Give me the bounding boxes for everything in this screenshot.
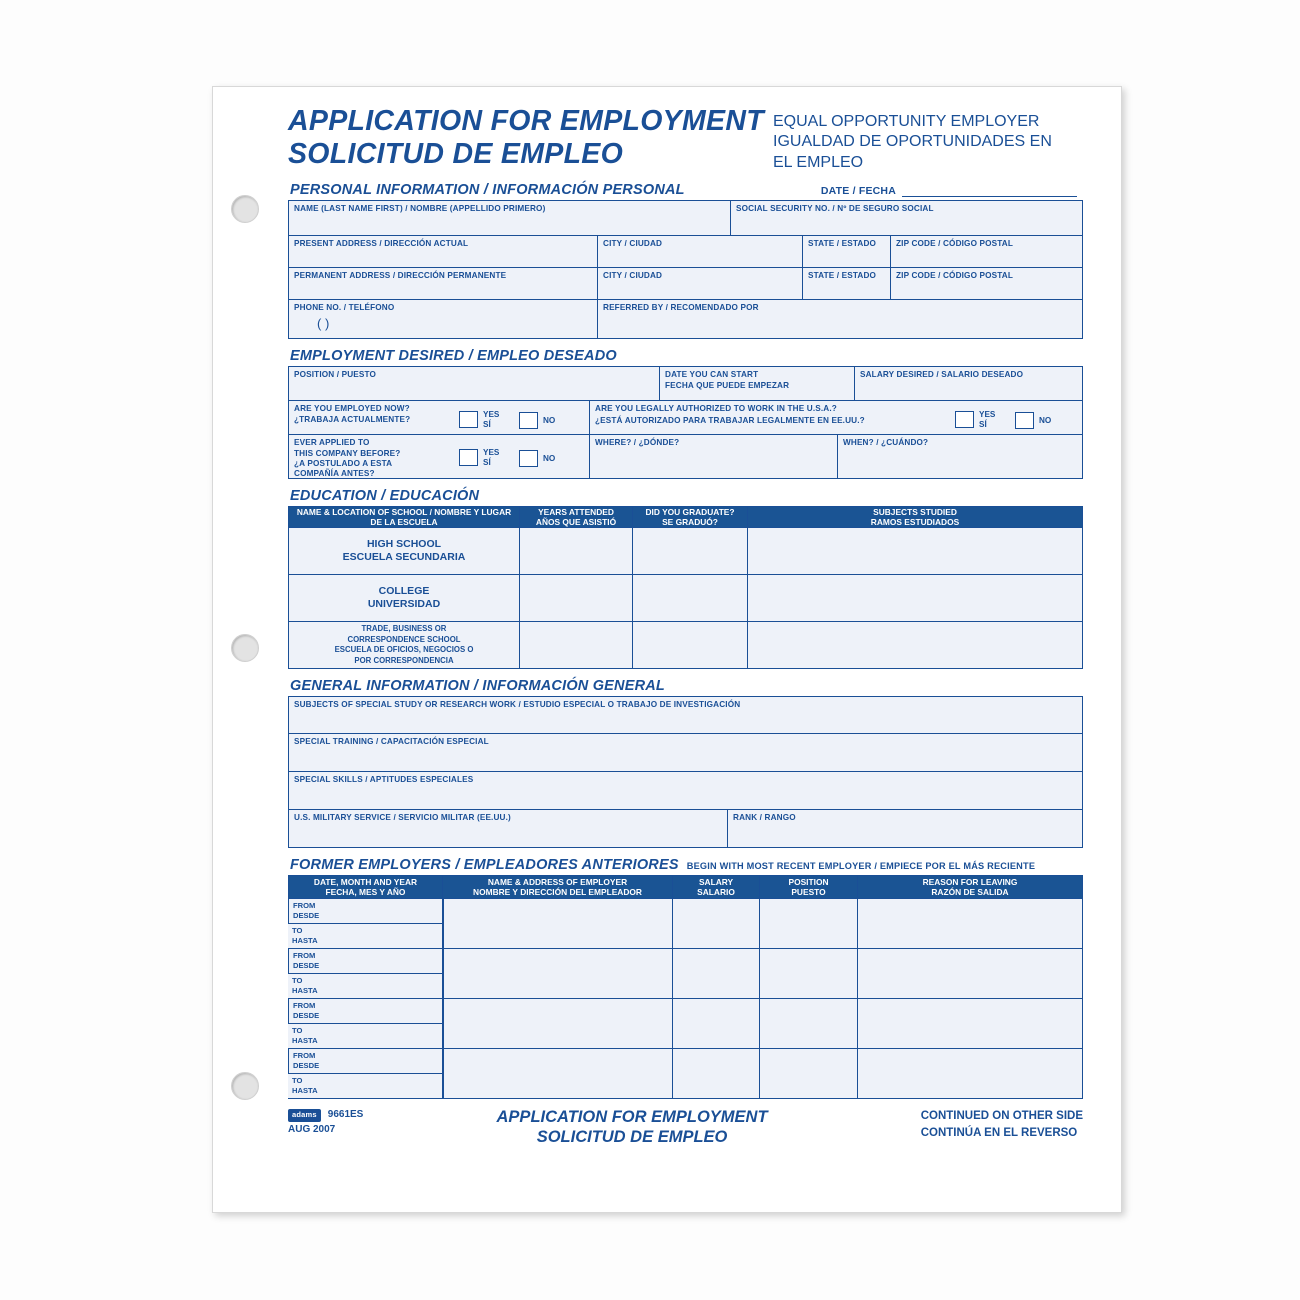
education-col-years-en: YEARS ATTENDED xyxy=(538,506,614,517)
former-employers-table xyxy=(288,875,1083,1099)
yes-en-text-3: YES xyxy=(483,448,500,458)
trade-subjects-field[interactable] xyxy=(748,622,1083,669)
continued-es: CONTINÚA EN EL REVERSO xyxy=(920,1126,1078,1139)
personal-information-heading-row xyxy=(288,173,1083,200)
punch-hole-middle xyxy=(231,634,259,662)
high-school-en: HIGH SCHOOL xyxy=(366,537,442,550)
education-col-years-text xyxy=(536,507,616,528)
title-english: APPLICATION FOR EMPLOYMENT xyxy=(288,105,764,137)
education-row-trade xyxy=(288,622,1083,669)
form-title-block xyxy=(288,107,764,170)
equal-opportunity-statement xyxy=(773,107,1083,173)
fe-col-employer xyxy=(443,875,673,899)
education-col-years-es: AÑOS QUE ASISTIÓ xyxy=(535,517,617,528)
fe1-to-en: TO xyxy=(292,926,303,936)
education-header-row xyxy=(288,506,1083,528)
adams-logo: adams xyxy=(288,1109,321,1122)
applied-before-line-1: EVER APPLIED TO xyxy=(294,438,370,448)
continued-en: CONTINUED ON OTHER SIDE xyxy=(920,1110,1083,1123)
former-employers-header-row xyxy=(288,875,1083,899)
position-field[interactable] xyxy=(288,366,660,401)
employed-now-yes-checkbox[interactable] xyxy=(459,411,478,428)
fe-col-reason xyxy=(858,875,1083,899)
rank-label: RANK / RANGO xyxy=(733,813,796,823)
employed-now-yes-group[interactable] xyxy=(459,410,499,429)
college-es: UNIVERSIDAD xyxy=(367,598,441,611)
college-en: COLLEGE xyxy=(378,584,430,597)
fe-col-reason-es: RAZÓN DE SALIDA xyxy=(931,887,1009,898)
fe4-salary-field[interactable] xyxy=(673,1049,760,1099)
fe2-to-es: HASTA xyxy=(292,985,318,995)
fe2-from-field[interactable] xyxy=(288,949,443,974)
education-col-subjects-es: RAMOS ESTUDIADOS xyxy=(870,517,960,528)
when-label: WHEN? / ¿CUÁNDO? xyxy=(843,438,929,448)
present-zip-label: ZIP CODE / CÓDIGO POSTAL xyxy=(896,239,1014,249)
date-code: AUG 2007 xyxy=(288,1123,336,1135)
college-subjects-field[interactable] xyxy=(748,575,1083,622)
special-skills-label: SPECIAL SKILLS / APTITUDES ESPECIALES xyxy=(294,775,474,785)
fe4-from-field[interactable] xyxy=(288,1049,443,1074)
special-study-field[interactable] xyxy=(288,696,1083,734)
yes-en-text: YES xyxy=(483,410,500,420)
present-state-label: STATE / ESTADO xyxy=(808,239,877,249)
high-school-es: ESCUELA SECUNDARIA xyxy=(342,551,466,564)
former-employer-row-2 xyxy=(288,949,1083,999)
section-heading-personal: PERSONAL INFORMATION / INFORMACIÓN PERSONAL xyxy=(290,182,685,199)
education-row-high-school xyxy=(288,528,1083,575)
special-skills-field[interactable] xyxy=(288,772,1083,810)
fe-col-employer-en: NAME & ADDRESS OF EMPLOYER xyxy=(487,876,628,887)
yes-es-text-3: SÍ xyxy=(483,457,491,467)
section-heading-general: GENERAL INFORMATION / INFORMACIÓN GENERAL xyxy=(290,678,665,695)
fe-col-position-es: PUESTO xyxy=(791,887,826,898)
permanent-zip-label: ZIP CODE / CÓDIGO POSTAL xyxy=(896,271,1014,281)
yes-es-text-2: SÍ xyxy=(979,419,987,429)
military-service-label: U.S. MILITARY SERVICE / SERVICIO MILITAR (EE.UU.) xyxy=(294,813,511,823)
former-employer-row-3 xyxy=(288,999,1083,1049)
authorized-no-checkbox[interactable] xyxy=(1015,412,1034,429)
ssn-field[interactable] xyxy=(731,200,1083,236)
yes-en-text-2: YES xyxy=(979,410,996,420)
footer-title-en: APPLICATION FOR EMPLOYMENT xyxy=(496,1108,768,1127)
form-footer xyxy=(288,1108,1083,1148)
high-school-years-field[interactable] xyxy=(520,528,633,575)
college-years-field[interactable] xyxy=(520,575,633,622)
applied-before-no-group[interactable] xyxy=(519,450,555,467)
phone-value: ( ) xyxy=(317,315,330,331)
education-row-label-trade xyxy=(288,622,520,669)
trade-en: TRADE, BUSINESS OR CORRESPONDENCE SCHOOL xyxy=(347,624,461,644)
start-date-label-es: FECHA QUE PUEDE EMPEZAR xyxy=(665,380,790,390)
fe4-position-field[interactable] xyxy=(760,1049,858,1099)
where-field[interactable] xyxy=(590,435,838,479)
footer-left-block xyxy=(288,1108,363,1137)
fe-col-reason-en: REASON FOR LEAVING xyxy=(922,876,1018,887)
fe-col-salary-es: SALARIO xyxy=(697,887,735,898)
education-col-graduate xyxy=(633,506,748,528)
trade-years-field[interactable] xyxy=(520,622,633,669)
date-label: DATE / FECHA xyxy=(820,185,896,198)
applied-before-line-3: ¿A POSTULADO A ESTA xyxy=(294,458,393,468)
eoe-line-2: IGUALDAD DE OPORTUNIDADES EN xyxy=(773,133,1052,151)
education-col-years xyxy=(520,506,633,528)
applied-before-line-4: COMPAÑÍA ANTES? xyxy=(294,469,375,479)
employed-now-no-group[interactable] xyxy=(519,412,555,429)
fe4-reason-field[interactable] xyxy=(858,1049,1083,1099)
fe2-to-en: TO xyxy=(292,976,303,986)
footer-title-es: SOLICITUD DE EMPLEO xyxy=(536,1128,728,1147)
section-heading-employment-desired: EMPLOYMENT DESIRED / EMPLEO DESEADO xyxy=(290,348,617,365)
eoe-line-3: EL EMPLEO xyxy=(773,153,864,171)
fe-col-position-en: POSITION xyxy=(788,876,829,887)
military-service-field[interactable] xyxy=(288,810,728,848)
salary-desired-field[interactable] xyxy=(855,366,1083,401)
former-employers-note: BEGIN WITH MOST RECENT EMPLOYER / EMPIECE POR EL MÁS RECIENTE xyxy=(686,861,1036,872)
applied-before-question xyxy=(288,435,590,479)
applied-before-no-label: NO xyxy=(543,454,556,464)
fe4-from-en: FROM xyxy=(293,1051,316,1061)
applied-before-line-2: THIS COMPANY BEFORE? xyxy=(294,448,401,458)
application-form-sheet xyxy=(212,86,1122,1213)
fe3-from-en: FROM xyxy=(293,1001,316,1011)
present-state-field[interactable] xyxy=(803,236,891,268)
fe3-to-field[interactable] xyxy=(288,1024,443,1049)
permanent-zip-field[interactable] xyxy=(891,268,1083,300)
fe-col-employer-es: NOMBRE Y DIRECCIÓN DEL EMPLEADOR xyxy=(473,887,642,898)
special-training-field[interactable] xyxy=(288,734,1083,772)
education-col-graduate-en: DID YOU GRADUATE? xyxy=(645,506,735,517)
college-graduate-field[interactable] xyxy=(633,575,748,622)
authorized-yes-label xyxy=(979,410,995,429)
employed-now-label-es: ¿TRABAJA ACTUALMENTE? xyxy=(294,414,411,424)
employed-now-no-label: NO xyxy=(543,416,556,426)
start-date-field[interactable] xyxy=(660,366,855,401)
brand-row xyxy=(288,1108,363,1123)
punch-hole-bottom xyxy=(231,1072,259,1100)
yes-es-text: SÍ xyxy=(483,419,491,429)
fe4-to-es: HASTA xyxy=(292,1085,318,1095)
fe-col-date xyxy=(288,875,443,899)
fe1-reason-field[interactable] xyxy=(858,899,1083,949)
authorized-no-label: NO xyxy=(1039,416,1052,426)
permanent-state-label: STATE / ESTADO xyxy=(808,271,877,281)
present-city-label: CITY / CIUDAD xyxy=(603,239,663,249)
fe-col-date-en: DATE, MONTH AND YEAR xyxy=(313,876,418,887)
fe-col-position xyxy=(760,875,858,899)
authorized-yes-group[interactable] xyxy=(955,410,995,429)
education-col-school-text: NAME & LOCATION OF SCHOOL / NOMBRE Y LUGAR DE LA ESCUELA xyxy=(296,506,512,528)
position-label: POSITION / PUESTO xyxy=(294,370,377,380)
education-row-label-college xyxy=(288,575,520,622)
education-row-label-high-school xyxy=(288,528,520,575)
date-field-group xyxy=(821,185,1083,197)
education-table xyxy=(288,506,1083,669)
fe4-employer-field[interactable] xyxy=(443,1049,673,1099)
applied-before-yes-group[interactable] xyxy=(459,448,499,467)
fe3-from-field[interactable] xyxy=(288,999,443,1024)
section-heading-education: EDUCATION / EDUCACIÓN xyxy=(290,488,480,505)
fe4-to-field[interactable] xyxy=(288,1074,443,1099)
education-col-subjects-text xyxy=(871,507,959,528)
salary-desired-label: SALARY DESIRED / SALARIO DESEADO xyxy=(860,370,1024,380)
employed-now-yes-label xyxy=(483,410,499,429)
fe2-to-field[interactable] xyxy=(288,974,443,999)
permanent-city-field[interactable] xyxy=(598,268,803,300)
education-col-subjects-en: SUBJECTS STUDIED xyxy=(873,506,957,517)
education-col-school xyxy=(288,506,520,528)
referred-by-label: REFERRED BY / RECOMENDADO POR xyxy=(603,303,759,313)
fe-col-date-es: FECHA, MES Y AÑO xyxy=(325,887,406,898)
fe3-reason-field[interactable] xyxy=(858,999,1083,1049)
authorized-label-es: ¿ESTÁ AUTORIZADO PARA TRABAJAR LEGALMENTE EN EE.UU.? xyxy=(595,415,865,425)
present-address-field[interactable] xyxy=(288,236,598,268)
fe3-to-en: TO xyxy=(292,1026,303,1036)
fe2-from-en: FROM xyxy=(293,951,316,961)
present-city-field[interactable] xyxy=(598,236,803,268)
high-school-subjects-field[interactable] xyxy=(748,528,1083,575)
fe-col-salary xyxy=(673,875,760,899)
eoe-line-1: EQUAL OPPORTUNITY EMPLOYER xyxy=(773,113,1040,130)
employed-now-no-checkbox[interactable] xyxy=(519,412,538,429)
education-col-graduate-es: SE GRADUÓ? xyxy=(662,517,718,528)
applied-before-yes-label xyxy=(483,448,499,467)
fe1-to-es: HASTA xyxy=(292,935,318,945)
permanent-address-field[interactable] xyxy=(288,268,598,300)
authorized-no-group[interactable] xyxy=(1015,412,1051,429)
trade-graduate-field[interactable] xyxy=(633,622,748,669)
personal-information-table xyxy=(288,200,1083,339)
fe3-from-es: DESDE xyxy=(293,1010,320,1020)
punch-hole-top xyxy=(231,195,259,223)
permanent-city-label: CITY / CIUDAD xyxy=(603,271,663,281)
applied-before-yes-checkbox[interactable] xyxy=(459,449,478,466)
start-date-label-en: DATE YOU CAN START xyxy=(665,370,759,380)
fe2-from-es: DESDE xyxy=(293,960,320,970)
employed-now-question xyxy=(288,401,590,435)
former-employers-heading-row xyxy=(290,857,1083,873)
rank-field[interactable] xyxy=(728,810,1083,848)
employment-desired-table xyxy=(288,366,1083,479)
fe2-employer-field[interactable] xyxy=(443,949,673,999)
fe4-from-es: DESDE xyxy=(293,1060,320,1070)
fe2-reason-field[interactable] xyxy=(858,949,1083,999)
permanent-state-field[interactable] xyxy=(803,268,891,300)
fe1-from-en: FROM xyxy=(293,901,316,911)
phone-label: PHONE NO. / TELÉFONO xyxy=(294,303,395,313)
present-zip-field[interactable] xyxy=(891,236,1083,268)
footer-title-block xyxy=(497,1108,768,1148)
phone-field[interactable] xyxy=(288,300,598,339)
when-field[interactable] xyxy=(838,435,1083,479)
education-col-subjects xyxy=(748,506,1083,528)
form-content xyxy=(288,107,1083,1148)
fe2-position-field[interactable] xyxy=(760,949,858,999)
title-spanish: SOLICITUD DE EMPLEO xyxy=(288,137,624,170)
trade-es: ESCUELA DE OFICIOS, NEGOCIOS O POR CORRESPONDENCIA xyxy=(334,645,474,665)
fe3-salary-field[interactable] xyxy=(673,999,760,1049)
form-header xyxy=(288,107,1083,173)
fe1-employer-field[interactable] xyxy=(443,899,673,949)
name-field[interactable] xyxy=(288,200,731,236)
authorized-yes-checkbox[interactable] xyxy=(955,411,974,428)
education-col-graduate-text xyxy=(645,507,734,528)
item-number: 9661ES xyxy=(327,1109,364,1121)
where-label: WHERE? / ¿DÓNDE? xyxy=(595,438,680,448)
employed-now-label-en: ARE YOU EMPLOYED NOW? xyxy=(294,404,410,414)
former-employer-row-4 xyxy=(288,1049,1083,1099)
fe1-from-es: DESDE xyxy=(293,910,320,920)
fe3-employer-field[interactable] xyxy=(443,999,673,1049)
ssn-label: SOCIAL SECURITY NO. / Nº DE SEGURO SOCIAL xyxy=(736,204,934,214)
general-information-table xyxy=(288,696,1083,848)
present-address-label: PRESENT ADDRESS / DIRECCIÓN ACTUAL xyxy=(294,239,469,249)
fe4-to-en: TO xyxy=(292,1076,303,1086)
fe1-from-field[interactable] xyxy=(288,899,443,924)
date-input-line[interactable] xyxy=(902,185,1077,197)
permanent-address-label: PERMANENT ADDRESS / DIRECCIÓN PERMANENTE xyxy=(294,271,507,281)
fe1-position-field[interactable] xyxy=(760,899,858,949)
work-authorization-question xyxy=(590,401,1083,435)
former-employer-row-1 xyxy=(288,899,1083,949)
applied-before-no-checkbox[interactable] xyxy=(519,450,538,467)
continued-block xyxy=(921,1108,1083,1140)
authorized-label-en: ARE YOU LEGALLY AUTHORIZED TO WORK IN THE U.S.A.? xyxy=(595,404,837,414)
fe1-to-field[interactable] xyxy=(288,924,443,949)
special-training-label: SPECIAL TRAINING / CAPACITACIÓN ESPECIAL xyxy=(294,737,489,747)
fe-col-salary-en: SALARY xyxy=(698,876,734,887)
fe3-position-field[interactable] xyxy=(760,999,858,1049)
fe2-salary-field[interactable] xyxy=(673,949,760,999)
section-heading-former-employers: FORMER EMPLOYERS / EMPLEADORES ANTERIORES xyxy=(290,857,679,874)
high-school-graduate-field[interactable] xyxy=(633,528,748,575)
fe1-salary-field[interactable] xyxy=(673,899,760,949)
fe3-to-es: HASTA xyxy=(292,1035,318,1045)
name-label: NAME (LAST NAME FIRST) / NOMBRE (APPELLIDO PRIMERO) xyxy=(294,204,546,214)
special-study-label: SUBJECTS OF SPECIAL STUDY OR RESEARCH WORK / ESTUDIO ESPECIAL O TRABAJO DE INVESTIGACIÓN xyxy=(294,700,741,710)
referred-by-field[interactable] xyxy=(598,300,1083,339)
education-row-college xyxy=(288,575,1083,622)
